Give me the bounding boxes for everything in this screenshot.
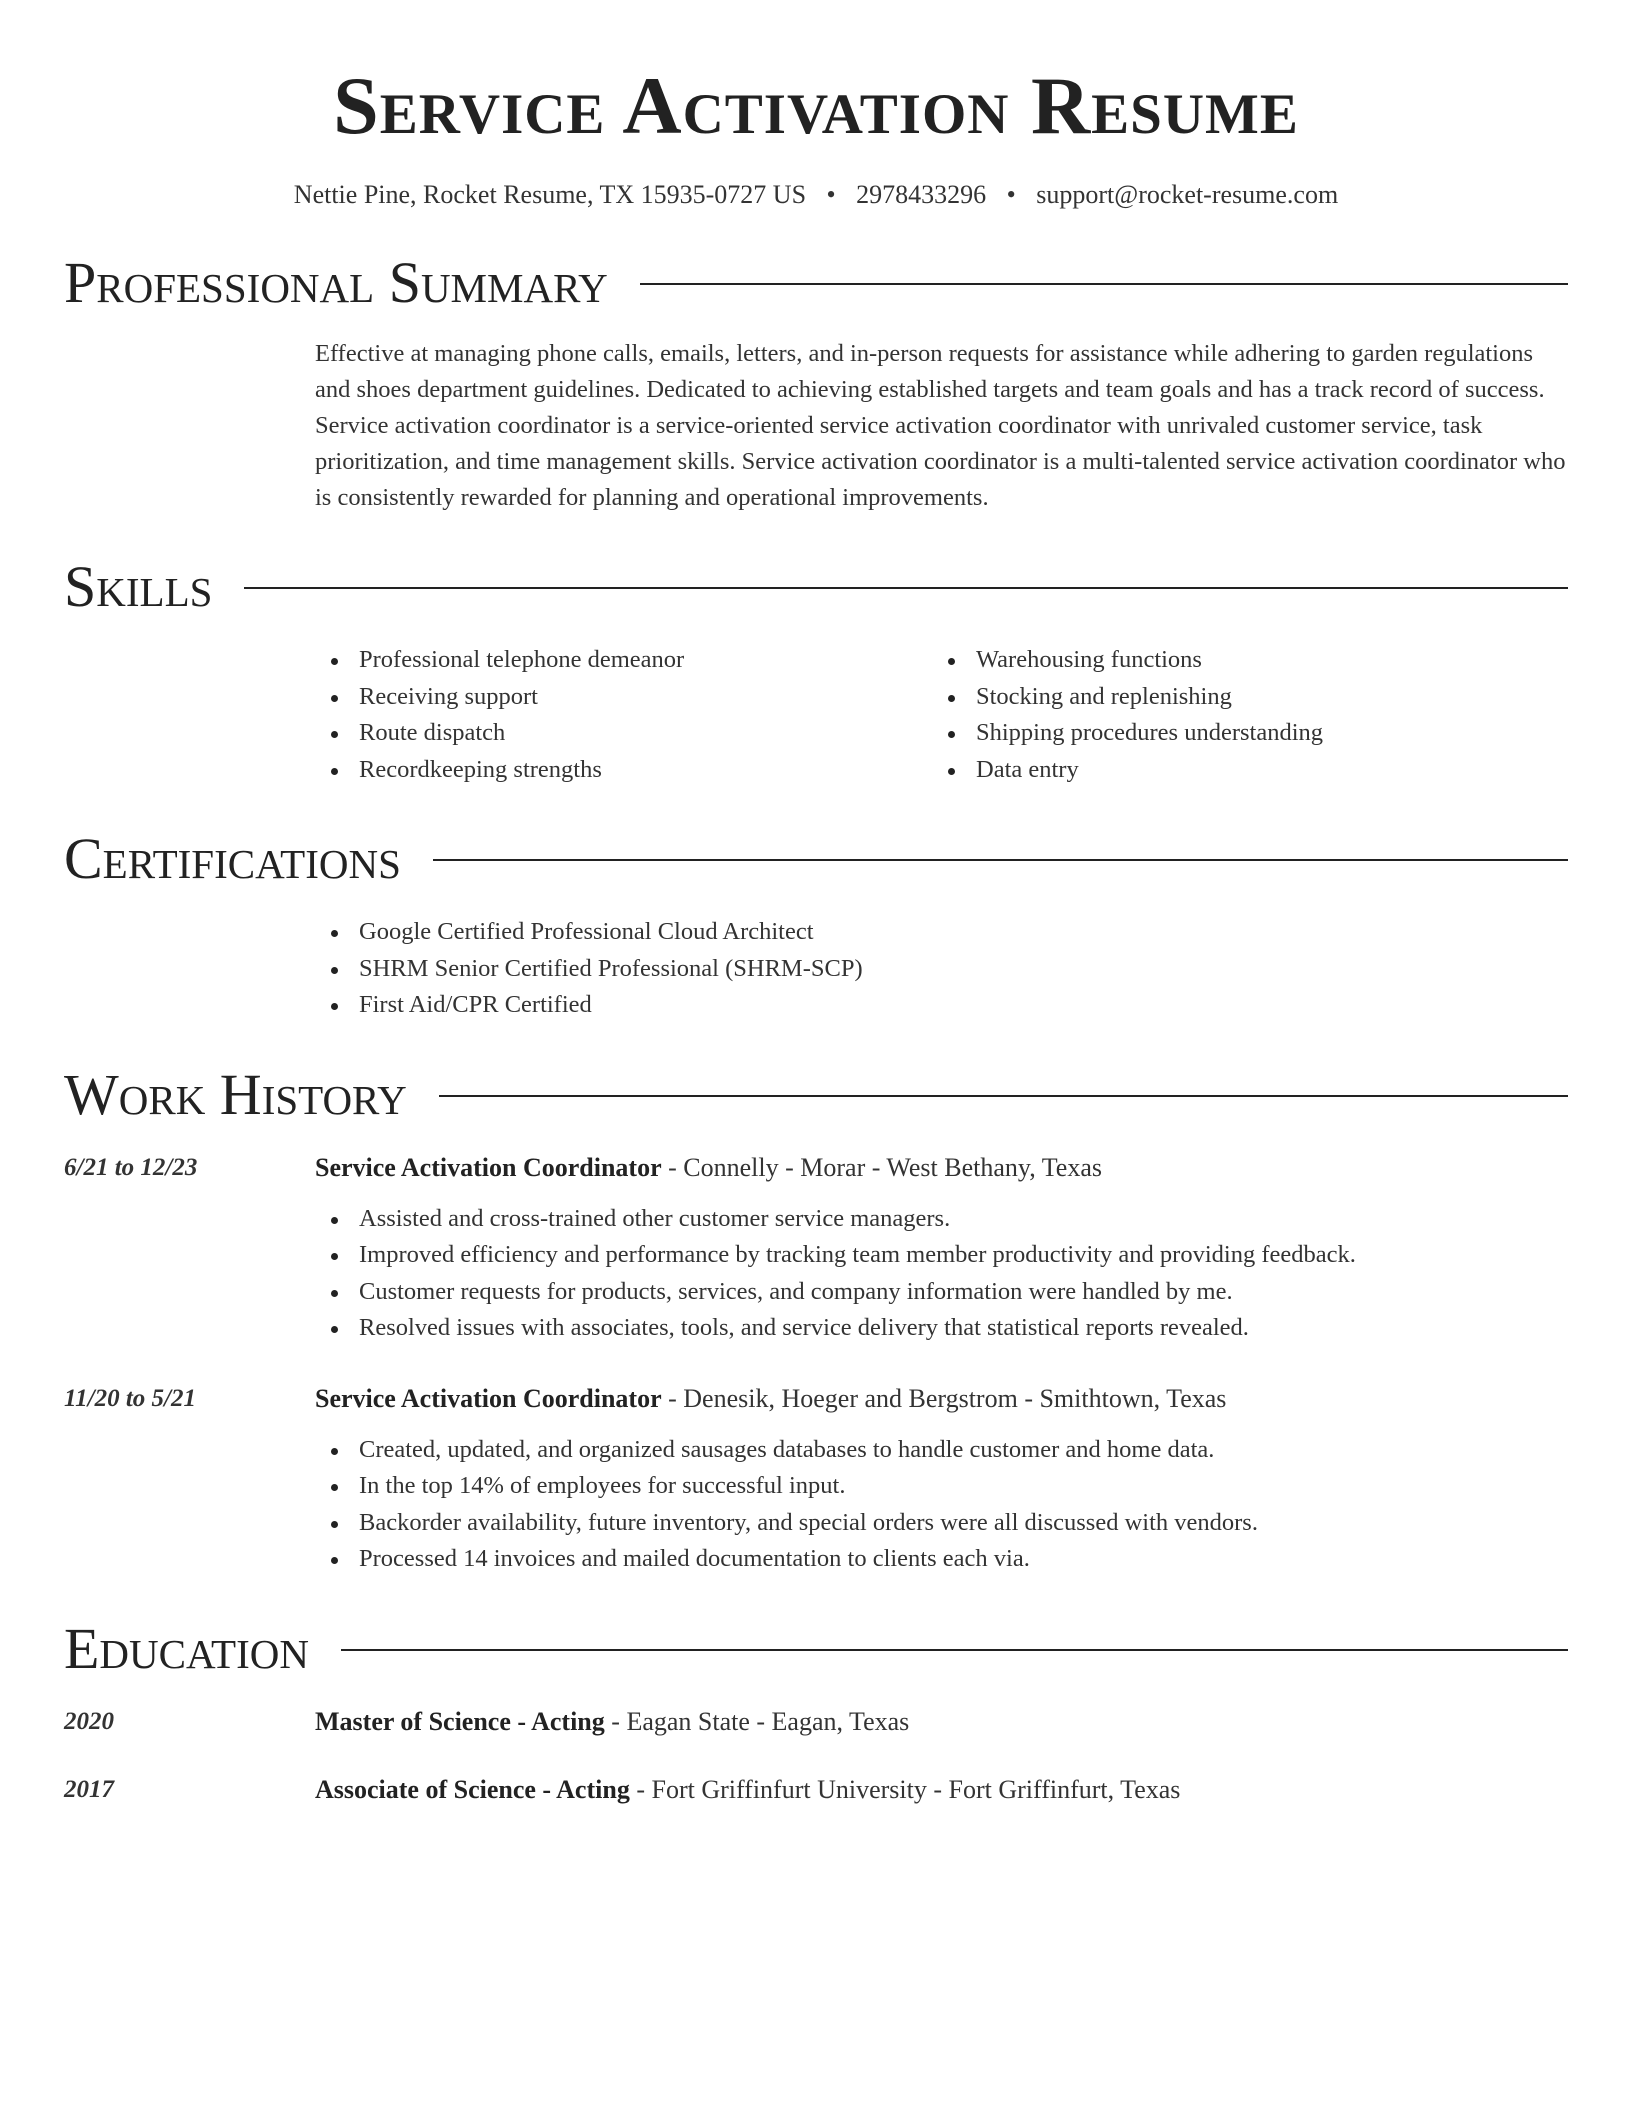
certifications-section-header [64, 826, 1568, 892]
education-entry [64, 1704, 1568, 1740]
contact-separator: • [826, 180, 836, 209]
education-details [315, 1704, 1568, 1740]
contact-email: support@rocket-resume.com [1036, 180, 1339, 209]
contact-address: Nettie Pine, Rocket Resume, TX 15935-0727 US [293, 180, 807, 209]
certifications-heading: Certifications [64, 826, 401, 891]
work-history-section-header [64, 1062, 1568, 1128]
skill-item: Data entry [932, 752, 1549, 789]
work-history-heading: Work History [64, 1061, 407, 1127]
certification-item: First Aid/CPR Certified [315, 987, 1568, 1024]
section-divider [439, 1095, 1568, 1097]
job-bullet: In the top 14% of employees for successful input. [315, 1468, 1568, 1505]
education-list [64, 1704, 1568, 1808]
section-divider [341, 1649, 1568, 1651]
education-year: 2020 [64, 1707, 114, 1735]
education-year: 2017 [64, 1775, 114, 1803]
skills-column-right [932, 642, 1549, 788]
skill-item: Professional telephone demeanor [315, 642, 932, 679]
job-dates: 11/20 to 5/21 [64, 1384, 196, 1412]
resume-title: Service Activation Resume [333, 60, 1299, 151]
job-dates: 6/21 to 12/23 [64, 1153, 198, 1181]
education-details [315, 1772, 1568, 1808]
job-bullet: Improved efficiency and performance by tracking team member productivity and providing feedback. [315, 1237, 1568, 1274]
skill-item: Recordkeeping strengths [315, 752, 932, 789]
job-bullet: Processed 14 invoices and mailed documentation to clients each via. [315, 1541, 1568, 1578]
skill-item: Warehousing functions [932, 642, 1549, 679]
resume-page [64, 0, 1568, 1808]
job-entry [64, 1381, 1568, 1578]
education-entry [64, 1772, 1568, 1808]
certification-item: Google Certified Professional Cloud Architect [315, 914, 1568, 951]
contact-line [64, 178, 1568, 212]
education-degree: Associate of Science - Acting [315, 1774, 630, 1804]
summary-heading: Professional Summary [64, 250, 608, 315]
job-company: - Denesik, Hoeger and Bergstrom - Smithtown, Texas [661, 1383, 1227, 1413]
summary-text: Effective at managing phone calls, emails, letters, and in-person requests for assistance while adhering to garden regulations and shoes department guidelines. Dedicated to achieving established targets and team goals and has a track record of success. Service activation coordinator is a service-oriented service activation coordinator with unrivaled customer service, task prioritization, and time management skills. Service activation coordinator is a multi-talented service activation coordinator who is consistently rewarded for planning and operational improvements. [315, 340, 1566, 511]
summary-section-header [64, 250, 1568, 316]
job-body [315, 1150, 1568, 1347]
job-entry [64, 1150, 1568, 1347]
skills-heading: Skills [64, 554, 213, 619]
section-divider [244, 587, 1568, 589]
skill-item: Route dispatch [315, 715, 932, 752]
job-bullet: Assisted and cross-trained other customer service managers. [315, 1201, 1568, 1238]
education-school: - Eagan State - Eagan, Texas [604, 1706, 910, 1736]
job-bullets [315, 1201, 1568, 1347]
skill-item: Receiving support [315, 679, 932, 716]
job-bullets [315, 1432, 1568, 1578]
skills-list [315, 642, 1568, 788]
skills-section-header [64, 554, 1568, 620]
education-section-header [64, 1616, 1568, 1682]
job-bullet: Backorder availability, future inventory, and special orders were all discussed with vendors. [315, 1505, 1568, 1542]
job-bullet: Created, updated, and organized sausages databases to handle customer and home data. [315, 1432, 1568, 1469]
education-degree: Master of Science - Acting [315, 1706, 605, 1736]
job-title: Service Activation Coordinator [315, 1383, 662, 1413]
contact-separator: • [1006, 180, 1016, 209]
skill-item: Shipping procedures understanding [932, 715, 1549, 752]
job-company: - Connelly - Morar - West Bethany, Texas [661, 1152, 1103, 1182]
education-heading: Education [64, 1615, 309, 1681]
certifications-list [315, 914, 1568, 1024]
skill-item: Stocking and replenishing [932, 679, 1549, 716]
job-bullet: Resolved issues with associates, tools, and service delivery that statistical reports revealed. [315, 1310, 1568, 1347]
job-body [315, 1381, 1568, 1578]
job-bullet: Customer requests for products, services, and company information were handled by me. [315, 1274, 1568, 1311]
section-divider [640, 283, 1568, 285]
contact-phone: 2978433296 [856, 180, 987, 209]
skills-column-left [315, 642, 932, 788]
job-title: Service Activation Coordinator [315, 1152, 662, 1182]
section-divider [433, 859, 1568, 861]
job-header [315, 1150, 1568, 1186]
job-header [315, 1381, 1568, 1417]
education-school: - Fort Griffinfurt University - Fort Griffinfurt, Texas [629, 1774, 1181, 1804]
certification-item: SHRM Senior Certified Professional (SHRM-SCP) [315, 951, 1568, 988]
